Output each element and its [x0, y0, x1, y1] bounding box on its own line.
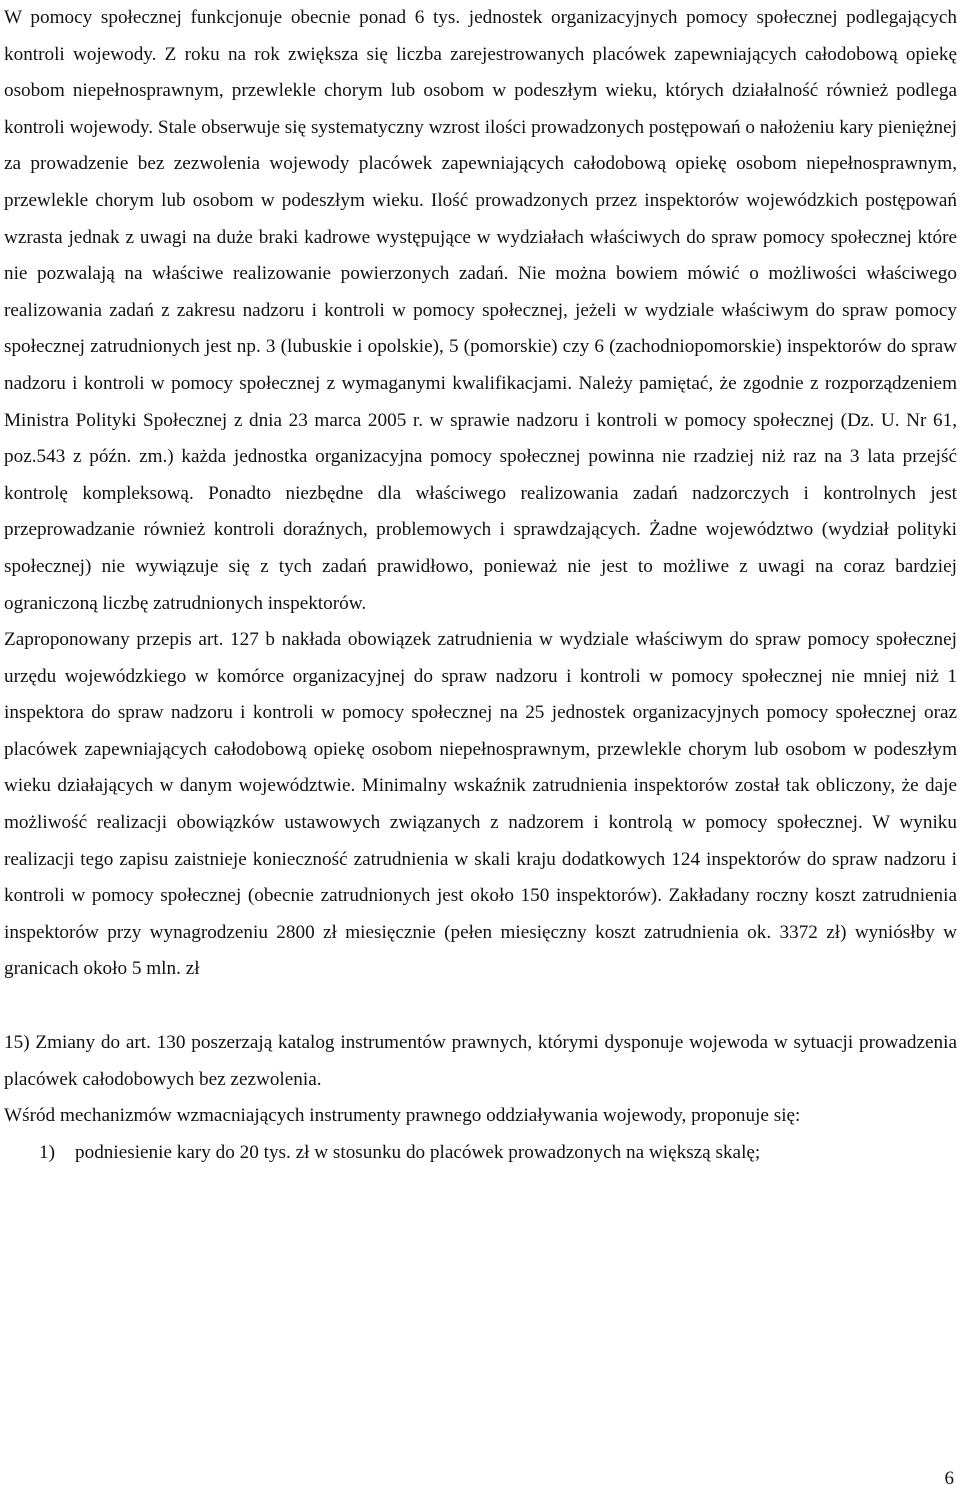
paragraph-art-127b: Zaproponowany przepis art. 127 b nakłada obowiązek zatrudnienia w wydziale właściwym do spraw pomocy społecznej urzędu wojewódzkiego w komórce organizacyjnej do spraw nadzoru i kontroli w pomocy społecznej nie mniej niż 1 inspektora do spraw nadzoru i kontroli w pomocy społecznej na 25 jednostek organizacyjnych pomocy społecznej oraz placówek zapewniających całodobową opiekę osobom niepełnosprawnym, przewlekle chorym lub osobom w podeszłym wieku działających w danym województwie. Minimalny wskaźnik zatrudnienia inspektorów został tak obliczony, że daje możliwość realizacji obowiązków ustawowych związanych z nadzorem i kontrolą w pomocy społecznej. W wyniku realizacji tego zapisu zaistnieje konieczność zatrudnienia w skali kraju dodatkowych 124 inspektorów do spraw nadzoru i kontroli w pomocy społecznej (obecnie zatrudnionych jest około 150 inspektorów). Zakładany roczny koszt zatrudnienia inspektorów przy wynagrodzeniu 2800 zł miesięcznie (pełen miesięczny koszt zatrudnienia ok. 3372 zł) wyniósłby w granicach około 5 mln. zł	[4, 629, 957, 980]
paragraph-inspection-staffing: W pomocy społecznej funkcjonuje obecnie ponad 6 tys. jednostek organizacyjnych pomocy społecznej podlegających kontroli wojewody. Z roku na rok zwiększa się liczba zarejestrowanych placówek zapewniających całodobową opiekę osobom niepełnosprawnym, przewlekle chorym lub osobom w podeszłym wieku, których działalność również podlega kontroli wojewody. Stale obserwuje się systematyczny wzrost ilości prowadzonych postępowań o nałożeniu kary pieniężnej za prowadzenie bez zezwolenia wojewody placówek zapewniających całodobową opiekę osobom niepełnosprawnym, przewlekle chorym lub osobom w podeszłym wieku. Ilość prowadzonych przez inspektorów wojewódzkich postępowań wzrasta jednak z uwagi na duże braki kadrowe występujące w wydziałach właściwych do spraw pomocy społecznej które nie pozwalają na właściwe realizowanie powierzonych zadań. Nie można bowiem mówić o możliwości właściwego realizowania zadań z zakresu nadzoru i kontroli w pomocy społecznej, jeżeli w wydziale właściwym do spraw pomocy społecznej zatrudnionych jest np. 3 (lubuskie i opolskie), 5 (pomorskie) czy 6 (zachodniopomorskie) inspektorów do spraw nadzoru i kontroli w pomocy społecznej z wymaganymi kwalifikacjami. Należy pamiętać, że zgodnie z rozporządzeniem Ministra Polityki Społecznej z dnia 23 marca 2005 r. w sprawie nadzoru i kontroli w pomocy społecznej (Dz. U. Nr 61, poz.543 z późn. zm.) każda jednostka organizacyjna pomocy społecznej powinna nie rzadziej niż raz na 3 lata przejść kontrolę kompleksową. Ponadto niezbędne dla właściwego realizowania zadań nadzorczych i kontrolnych jest przeprowadzanie również kontroli doraźnych, problemowych i sprawdzających. Żadne województwo (wydział polityki społecznej) nie wywiązuje się z tych zadań prawidłowo, ponieważ nie jest to możliwe z uwagi na coraz bardziej ograniczoną liczbę zatrudnionych inspektorów.	[4, 7, 957, 614]
list-item-text: podniesienie kary do 20 tys. zł w stosunku do placówek prowadzonych na większą skalę;	[75, 1141, 761, 1163]
paragraph-mechanisms: Wśród mechanizmów wzmacniających instrumenty prawnego oddziaływania wojewody, proponuje się:	[4, 1105, 801, 1127]
page-number: 6	[944, 1468, 954, 1489]
paragraph-gap	[4, 988, 957, 1025]
proposals-list	[4, 1135, 957, 1172]
list-item-number: 1)	[39, 1141, 55, 1163]
paragraph-art-130: 15) Zmiany do art. 130 poszerzają katalog instrumentów prawnych, którymi dysponuje wojewoda w sytuacji prowadzenia placówek całodobowych bez zezwolenia.	[4, 1032, 957, 1090]
list-item	[4, 1135, 957, 1172]
document-page	[4, 0, 957, 1171]
